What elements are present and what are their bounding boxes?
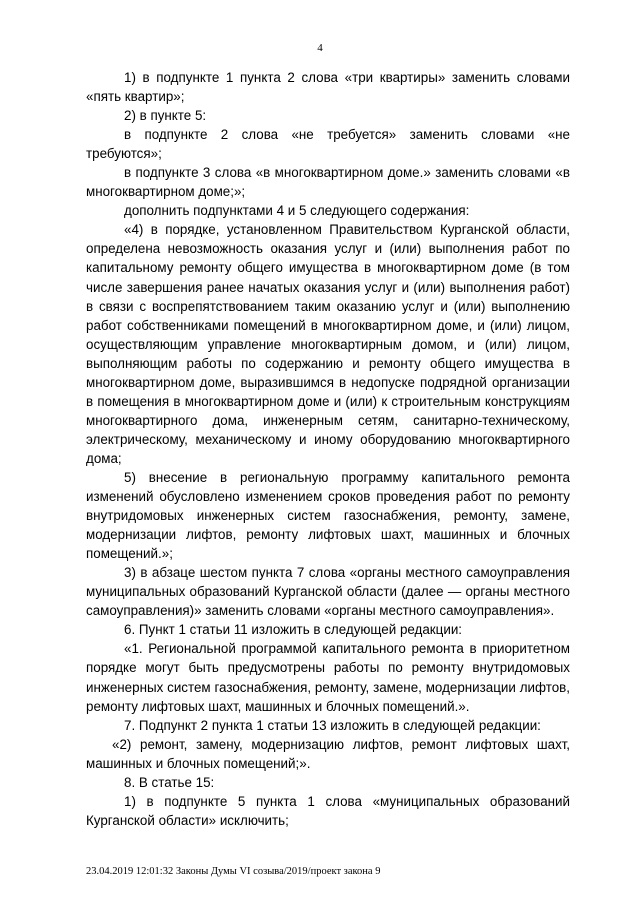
footer-document-info: 23.04.2019 12:01:32 Законы Думы VI созыва/2019/проект закона 9 xyxy=(86,866,381,877)
paragraph-7: 5) внесение в региональную программу капитального ремонта изменений обусловлено изменением сроков проведения работ по ремонту внутридомовых инженерных систем газоснабжения, ремонту, замене, модернизации лифтов, ремонту лифтовых шахт, машинных и блочных помещений.»; xyxy=(86,469,570,562)
paragraph-5: дополнить подпунктами 4 и 5 следующего содержания: xyxy=(124,203,470,219)
paragraph-3: в подпункте 2 слова «не требуется» заменить словами «не требуются»; xyxy=(86,127,570,162)
page-number: 4 xyxy=(317,42,323,54)
paragraph-13: 8. В статье 15: xyxy=(124,774,215,790)
paragraph-14: 1) в подпункте 5 пункта 1 слова «муниципальных образований Курганской области» исключить; xyxy=(86,793,570,828)
paragraph-1: 1) в подпункте 1 пункта 2 слова «три квартиры» заменить словами «пять квартир»; xyxy=(86,70,570,105)
paragraph-11: 7. Подпункт 2 пункта 1 статьи 13 изложить в следующей редакции: xyxy=(124,717,541,733)
paragraph-9: 6. Пункт 1 статьи 11 изложить в следующей редакции: xyxy=(124,622,463,638)
paragraph-2: 2) в пункте 5: xyxy=(124,108,207,124)
paragraph-10: «1. Региональной программой капитального ремонта в приоритетном порядке могут быть предусмотрены работы по ремонту внутридомовых инженерных систем газоснабжения, ремонту, замене, модернизации лифтов, ремонту лифтовых шахт, машинных и блочных помещений.». xyxy=(86,641,570,714)
paragraph-6: «4) в порядке, установленном Правительством Курганской области, определена невозможность оказания услуг и (или) выполнения работ по капитальному ремонту общего имущества в многоквартирном доме (в том числе завершения ранее начатых оказания услуг и (или) выполнения работ) в связи с воспрепятствованием таким оказанию услуг и (или) выполнению работ собственниками помещений в многоквартирном доме, и (или) лицом, осуществляющим управление многоквартирным домом, и (или) лицом, выполняющим работы по содержанию и ремонту общего имущества в многоквартирном доме, выразившимся в недопуске подрядной организации в помещения в многоквартирном доме и (или) к строительным конструкциям многоквартирного дома, инженерным сетям, санитарно-техническому, электрическому, механическому и иному оборудованию многоквартирного дома; xyxy=(86,222,570,466)
paragraph-4: в подпункте 3 слова «в многоквартирном доме.» заменить словами «в многоквартирном доме;»; xyxy=(86,165,570,200)
paragraph-12: «2) ремонт, замену, модернизацию лифтов, ремонт лифтовых шахт, машинных и блочных помещений;». xyxy=(86,736,570,771)
paragraph-8: 3) в абзаце шестом пункта 7 слова «органы местного самоуправления муниципальных образований Курганской области (далее — органы местного самоуправления)» заменить словами «органы местного самоуправления». xyxy=(86,565,570,619)
document-body xyxy=(86,68,570,830)
